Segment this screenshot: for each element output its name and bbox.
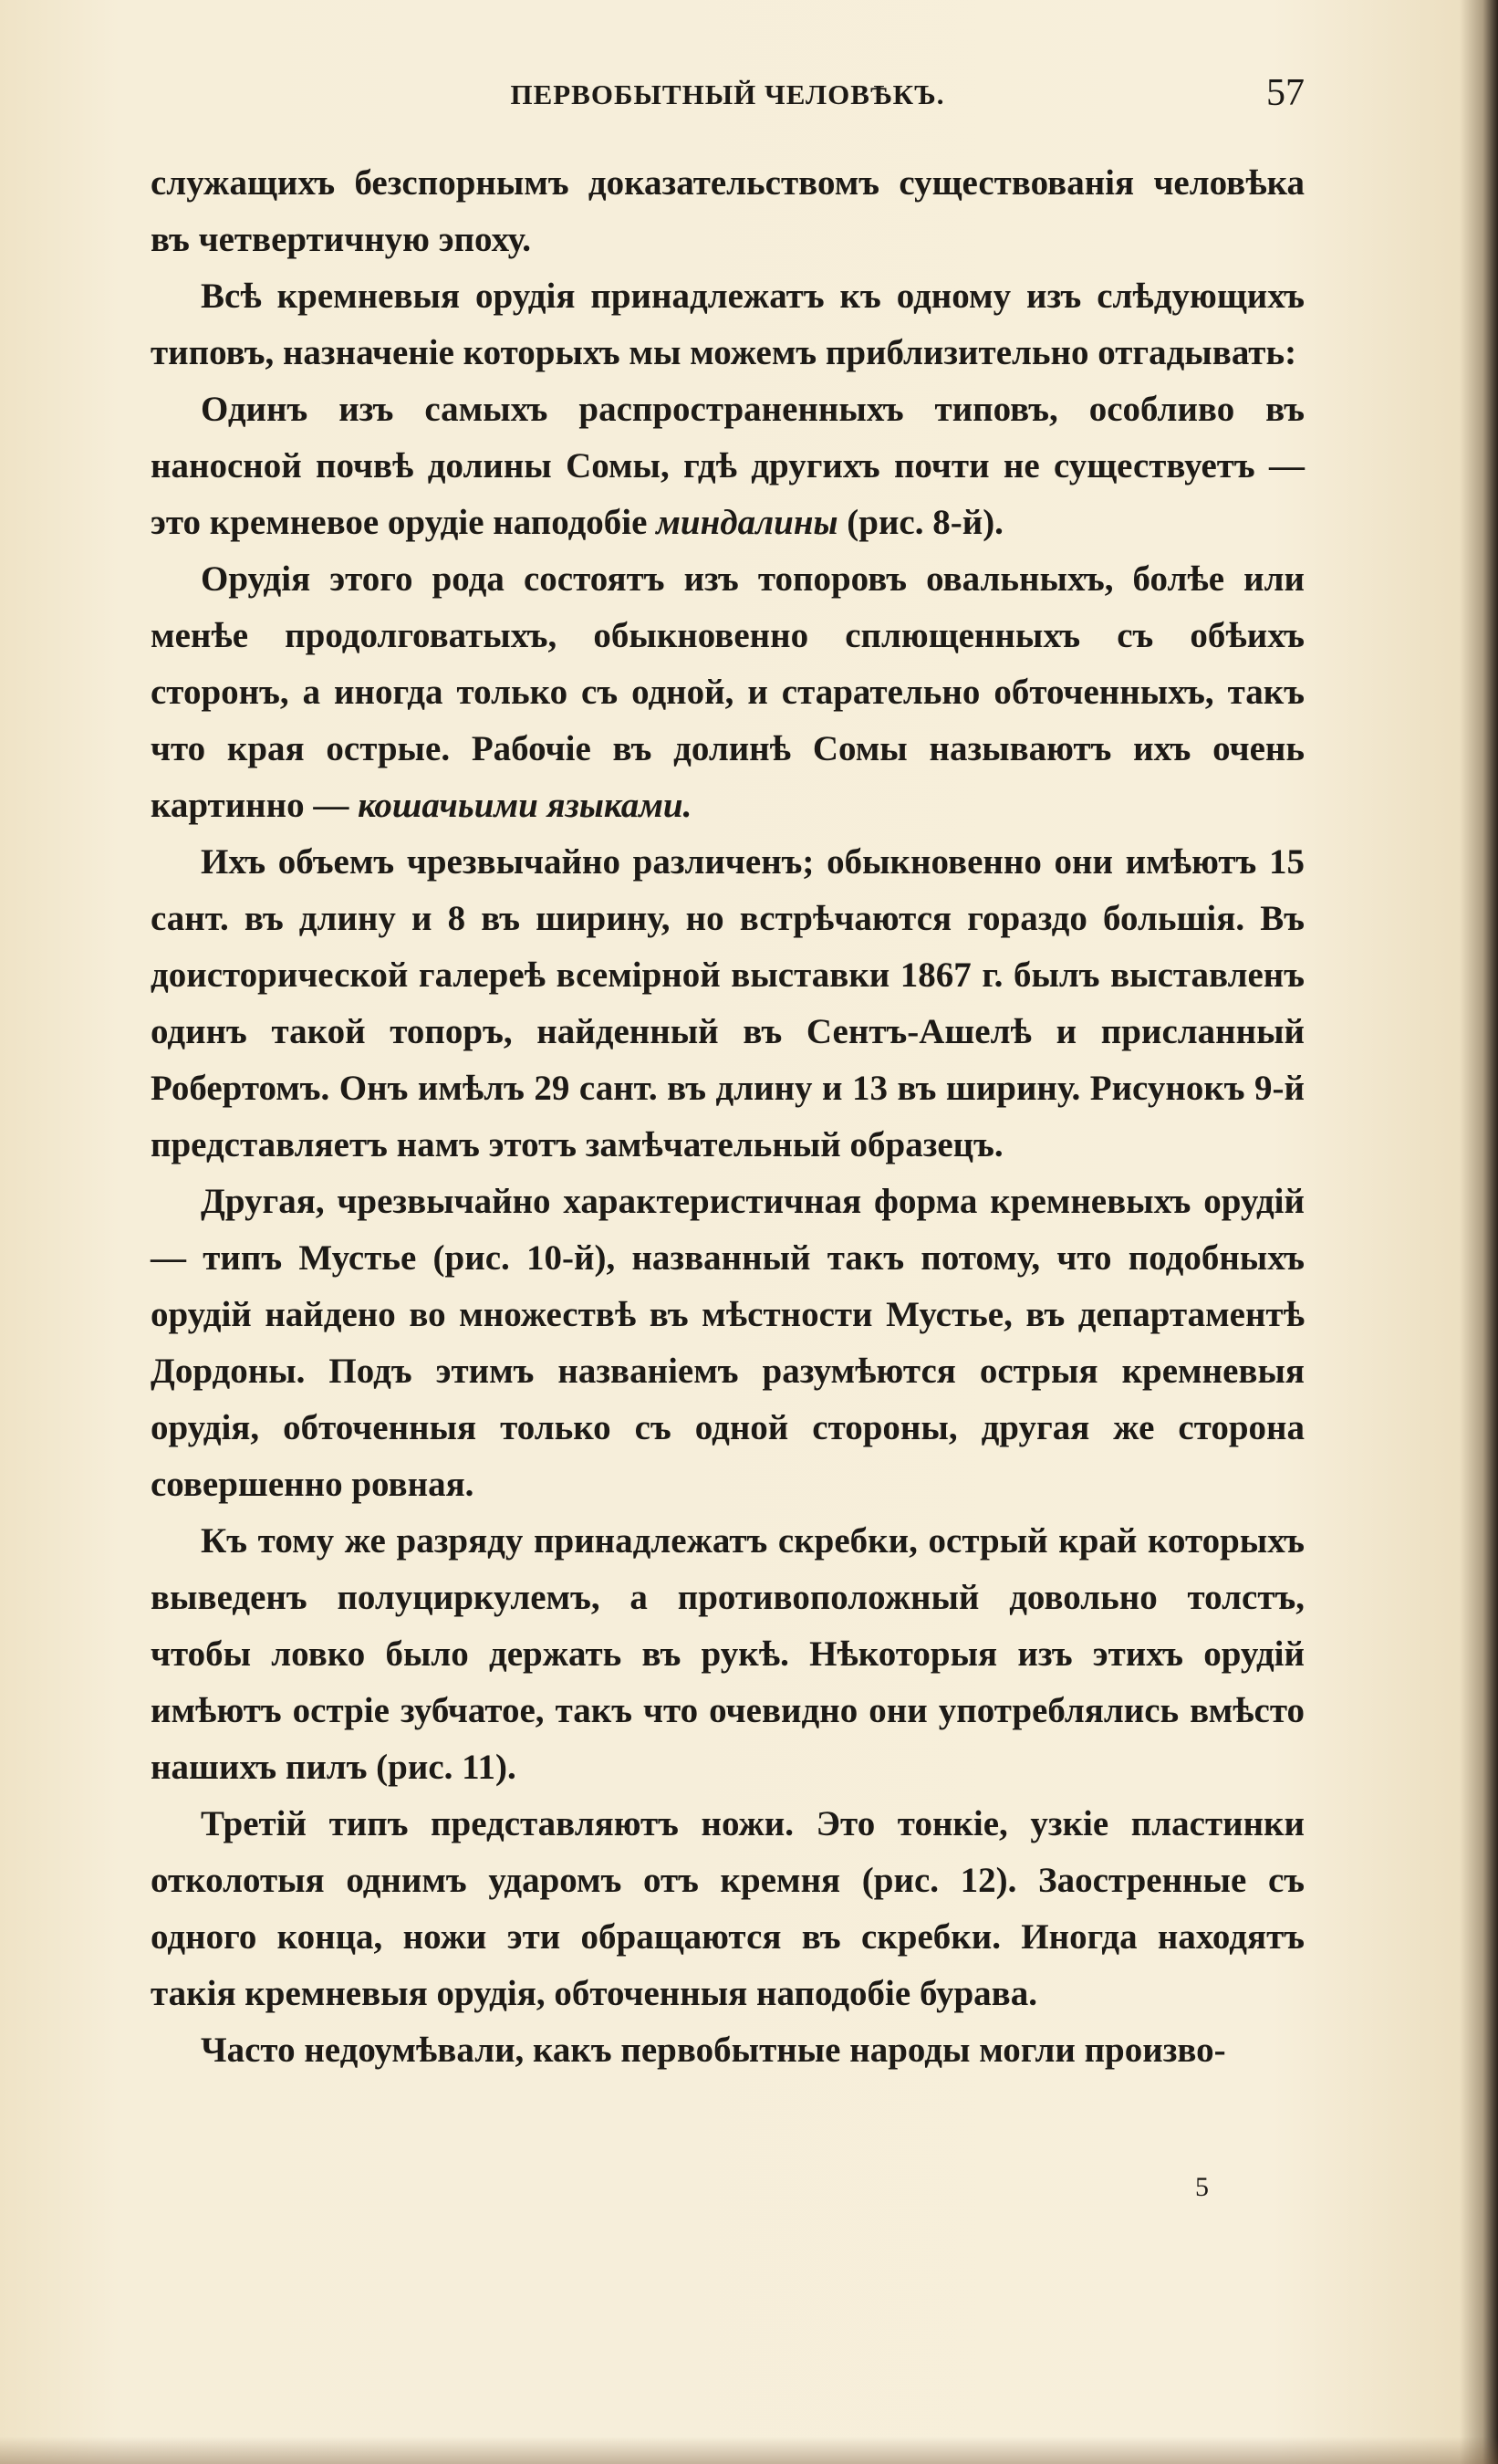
paragraph: служащихъ безспорнымъ доказательствомъ существованія человѣка въ четвертичную эпоху.	[151, 163, 1305, 259]
paragraph	[151, 381, 1305, 551]
emphasized-term: миндалины	[656, 503, 838, 542]
body-text	[151, 155, 1305, 2079]
paragraph: Всѣ кремневыя орудія принадлежатъ къ одному изъ слѣдующихъ типовъ, назначеніе которыхъ мы можемъ приблизительно отгадывать:	[151, 277, 1305, 372]
running-title: ПЕРВОБЫТНЫЙ ЧЕЛОВѢКЪ.	[510, 78, 945, 110]
page-bottom-edge	[0, 2437, 1498, 2464]
paragraph-text: Орудія этого рода состоятъ изъ топоровъ овальныхъ, болѣе или менѣе продолговатыхъ, обыкновенно сплющенныхъ съ обѣихъ сторонъ, а иногда только съ одной, и старательно обточенныхъ, такъ что края острые. Рабочіе въ долинѣ Сомы называютъ ихъ очень картинно —	[151, 559, 1305, 825]
paragraph: Ихъ объемъ чрезвычайно различенъ; обыкновенно они имѣютъ 15 сант. въ длину и 8 въ ширину, но встрѣчаются гораздо большія. Въ доисторической галереѣ всемірной выставки 1867 г. былъ выставленъ одинъ такой топоръ, найденный въ Сентъ-Ашелѣ и присланный Робертомъ. Онъ имѣлъ 29 сант. въ длину и 13 въ ширину. Рисунокъ 9-й представляетъ намъ этотъ замѣчательный образецъ.	[151, 842, 1305, 1164]
paragraph: Третій типъ представляютъ ножи. Это тонкіе, узкіе пластинки отколотыя однимъ ударомъ отъ кремня (рис. 12). Заостренные съ одного конца, ножи эти обращаются въ скребки. Иногда находятъ такія кремневыя орудія, обточенныя наподобіе бурава.	[151, 1804, 1305, 2013]
signature-mark: 5	[1195, 2172, 1209, 2202]
paragraph: Другая, чрезвычайно характеристичная форма кремневыхъ орудій — типъ Мустье (рис. 10-й), названный такъ потому, что подобныхъ орудій найдено во множествѣ въ мѣстности Мустье, въ департаментѣ Дордоны. Подъ этимъ названіемъ разумѣются острыя кремневыя орудія, обточенныя только съ одной стороны, другая же сторона совершенно ровная.	[151, 1182, 1305, 1504]
paragraph	[151, 551, 1305, 834]
paragraph-text: Одинъ изъ самыхъ распространенныхъ типовъ, особливо въ наносной почвѣ долины Сомы, гдѣ другихъ почти не существуетъ — это кремневое орудіе наподобіе	[151, 390, 1305, 542]
paragraph: Къ тому же разряду принадлежатъ скребки, острый край которыхъ выведенъ полуциркулемъ, а противоположный довольно толстъ, чтобы ловко было держать въ рукѣ. Нѣкоторыя изъ этихъ орудій имѣютъ остріе зубчатое, такъ что очевидно они употреблялись вмѣсто нашихъ пилъ (рис. 11).	[151, 1521, 1305, 1787]
page-number: 57	[1266, 72, 1305, 114]
page-header	[151, 71, 1305, 117]
emphasized-term: кошачьими языками.	[358, 786, 692, 825]
page-edge-shadow	[1460, 0, 1498, 2464]
paragraph-text: (рис. 8-й).	[837, 503, 1004, 542]
paragraph: Часто недоумѣвали, какъ первобытные народы могли произво-	[201, 2031, 1226, 2070]
